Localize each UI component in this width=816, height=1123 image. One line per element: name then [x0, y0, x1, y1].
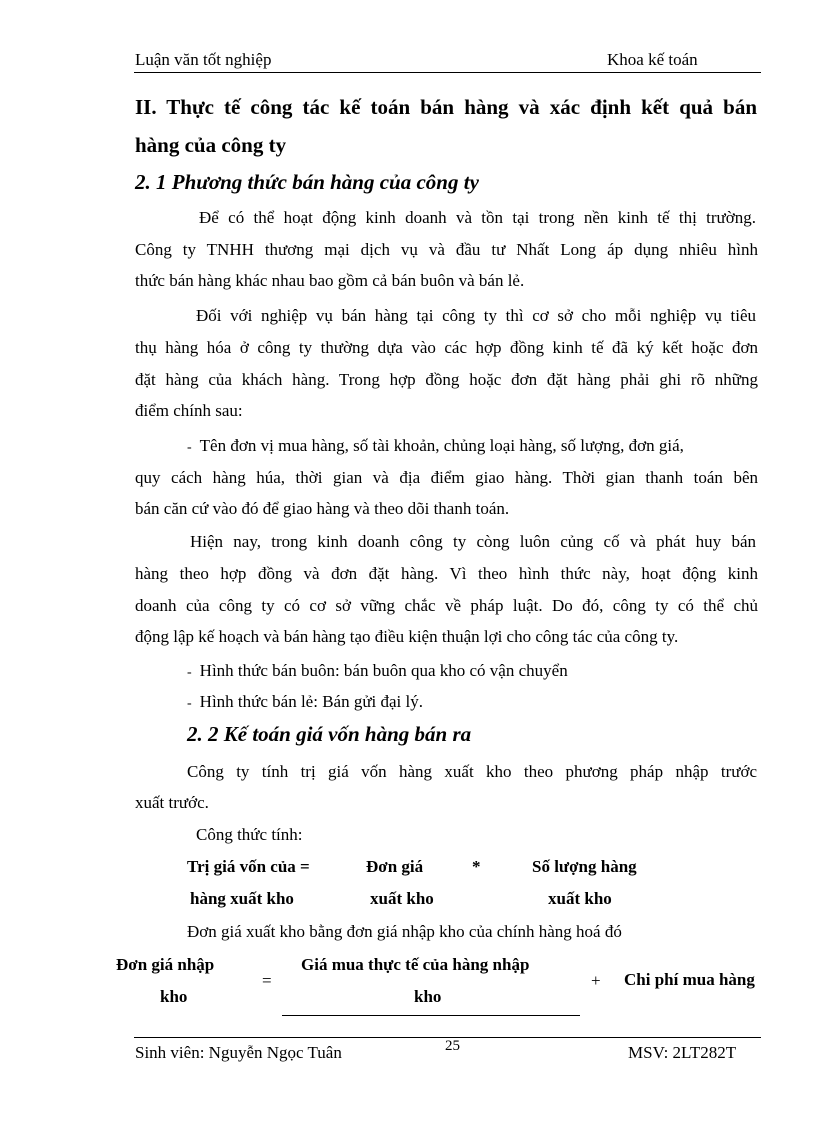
- formula-price-line1: Đơn giá: [366, 857, 424, 876]
- bullet-text: Tên đơn vị mua hàng, số tài khoản, chủng loại hàng, số lượng, đơn giá,: [199, 436, 684, 455]
- bullet-text: Hình thức bán lẻ: Bán gửi đại lý.: [199, 692, 424, 711]
- paragraph-line: xuất trước.: [135, 793, 209, 812]
- bullet-dash: -: [187, 696, 192, 711]
- header-right: Khoa kế toán: [607, 50, 698, 69]
- formula2-rhs: Chi phí mua hàng: [624, 970, 755, 989]
- paragraph-line: Hiện nay, trong kinh doanh công ty còng luôn củng cố và phát huy bán: [190, 532, 756, 551]
- bullet-dash: -: [187, 440, 192, 455]
- paragraph-line: động lập kế hoạch và bán hàng tạo điều kiện thuận lợi cho công tác của công ty.: [135, 627, 679, 646]
- paragraph-line: thức bán hàng khác nhau bao gồm cả bán buôn và bán lẻ.: [135, 271, 525, 290]
- formula-lhs-line2: hàng xuất kho: [190, 889, 294, 908]
- formula2-plus-sign: +: [591, 971, 601, 990]
- subsection-1-title: 2. 1 Phương thức bán hàng của công ty: [135, 170, 479, 194]
- formula-price-line2: xuất kho: [370, 889, 434, 908]
- bullet-text: Hình thức bán buôn: bán buôn qua kho có vận chuyển: [199, 661, 568, 680]
- bullet-dash: -: [187, 665, 192, 680]
- paragraph-line: bán căn cứ vào đó để giao hàng và theo dõi thanh toán.: [135, 499, 510, 518]
- paragraph-line: điểm chính sau:: [135, 401, 243, 420]
- section-title-line1: II. Thực tế công tác kế toán bán hàng và xác định kết quả bán: [135, 95, 757, 119]
- formula-times-sign: *: [472, 857, 481, 876]
- bullet-item: [187, 692, 423, 712]
- formula2-equals-sign: =: [262, 971, 272, 990]
- header-rule: [134, 72, 761, 73]
- subsection-2-title: 2. 2 Kế toán giá vốn hàng bán ra: [187, 722, 472, 746]
- paragraph-line: Đối với nghiệp vụ bán hàng tại công ty thì cơ sở cho mỗi nghiệp vụ tiêu: [196, 306, 756, 325]
- formula-label: Công thức tính:: [196, 825, 303, 844]
- formula-note: Đơn giá xuất kho bằng đơn giá nhập kho của chính hàng hoá đó: [187, 922, 622, 941]
- paragraph-line: doanh của công ty có cơ sở vững chắc về pháp luật. Do đó, công ty có thể chủ: [135, 596, 758, 615]
- bullet-item: [187, 436, 757, 456]
- paragraph-line: đặt hàng của khách hàng. Trong hợp đồng hoặc đơn đặt hàng phải ghi rõ những: [135, 370, 758, 389]
- formula2-lhs-line2: kho: [160, 987, 188, 1006]
- bullet-item: [187, 661, 568, 681]
- formula2-numerator-line1: Giá mua thực tế của hàng nhập: [301, 955, 530, 974]
- paragraph-line: thụ hàng hóa ở công ty thường dựa vào các hợp đồng kinh tế đã ký kết hoặc đơn: [135, 338, 758, 357]
- formula2-fraction-bar: [282, 1015, 580, 1016]
- header-left: Luận văn tốt nghiệp: [135, 50, 272, 69]
- paragraph-line: hàng theo hợp đồng và đơn đặt hàng. Vì theo hình thức này, hoạt động kinh: [135, 564, 758, 583]
- paragraph-line: Công ty tính trị giá vốn hàng xuất kho theo phương pháp nhập trước: [187, 762, 757, 781]
- footer-msv: MSV: 2LT282T: [628, 1043, 737, 1062]
- footer-page-number: 25: [445, 1038, 460, 1054]
- formula2-numerator-line2: kho: [414, 987, 442, 1006]
- paragraph-line: Để có thể hoạt động kinh doanh và tồn tại trong nền kinh tế thị trường.: [199, 208, 756, 227]
- footer-student: Sinh viên: Nguyễn Ngọc Tuân: [135, 1043, 342, 1062]
- formula-qty-line2: xuất kho: [548, 889, 612, 908]
- section-title-line2: hàng của công ty: [135, 133, 287, 157]
- paragraph-line: quy cách hàng húa, thời gian và địa điểm giao hàng. Thời gian thanh toán bên: [135, 468, 758, 487]
- formula-qty-line1: Số lượng hàng: [532, 857, 637, 876]
- paragraph-line: Công ty TNHH thương mại dịch vụ và đầu tư Nhất Long áp dụng nhiêu hình: [135, 240, 758, 259]
- formula-lhs-line1: Trị giá vốn của =: [187, 857, 310, 876]
- formula2-lhs-line1: Đơn giá nhập: [116, 955, 215, 974]
